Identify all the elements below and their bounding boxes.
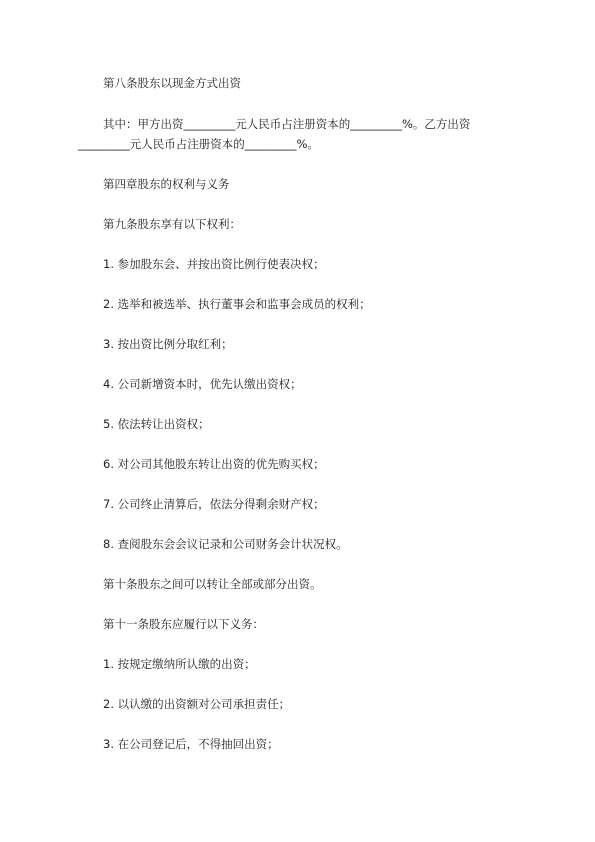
capital-contribution-paragraph-line-1: 其中：甲方出资_________元人民币占注册资本的_________%。乙方出资: [103, 117, 471, 131]
obligation-item-2: 2. 以认缴的出资额对公司承担责任；: [103, 697, 291, 711]
right-item-3: 3. 按出资比例分取红利；: [103, 337, 233, 351]
right-item-5: 5. 依法转让出资权；: [103, 417, 210, 431]
article-8-heading: 第八条股东以现金方式出资: [103, 76, 241, 90]
obligation-item-3: 3. 在公司登记后，不得抽回出资；: [103, 737, 279, 751]
article-9-heading: 第九条股东享有以下权利：: [103, 217, 241, 231]
capital-contribution-paragraph-line-2: _________元人民币占注册资本的_________%。: [78, 137, 319, 151]
chapter-4-heading: 第四章股东的权利与义务: [103, 177, 230, 191]
obligation-item-1: 1. 按规定缴纳所认缴的出资；: [103, 657, 256, 671]
article-11-heading: 第十一条股东应履行以下义务：: [103, 617, 264, 631]
right-item-6: 6. 对公司其他股东转让出资的优先购买权；: [103, 457, 325, 471]
right-item-4: 4. 公司新增资本时，优先认缴出资权；: [103, 377, 302, 391]
right-item-7: 7. 公司终止清算后，依法分得剩余财产权；: [103, 497, 325, 511]
right-item-2: 2. 选举和被选举、执行董事会和监事会成员的权利；: [103, 297, 371, 311]
article-10-text: 第十条股东之间可以转让全部或部分出资。: [103, 577, 322, 591]
right-item-1: 1. 参加股东会、并按出资比例行使表决权；: [103, 257, 325, 271]
right-item-8: 8. 查阅股东会会议记录和公司财务会计状况权。: [103, 537, 348, 551]
